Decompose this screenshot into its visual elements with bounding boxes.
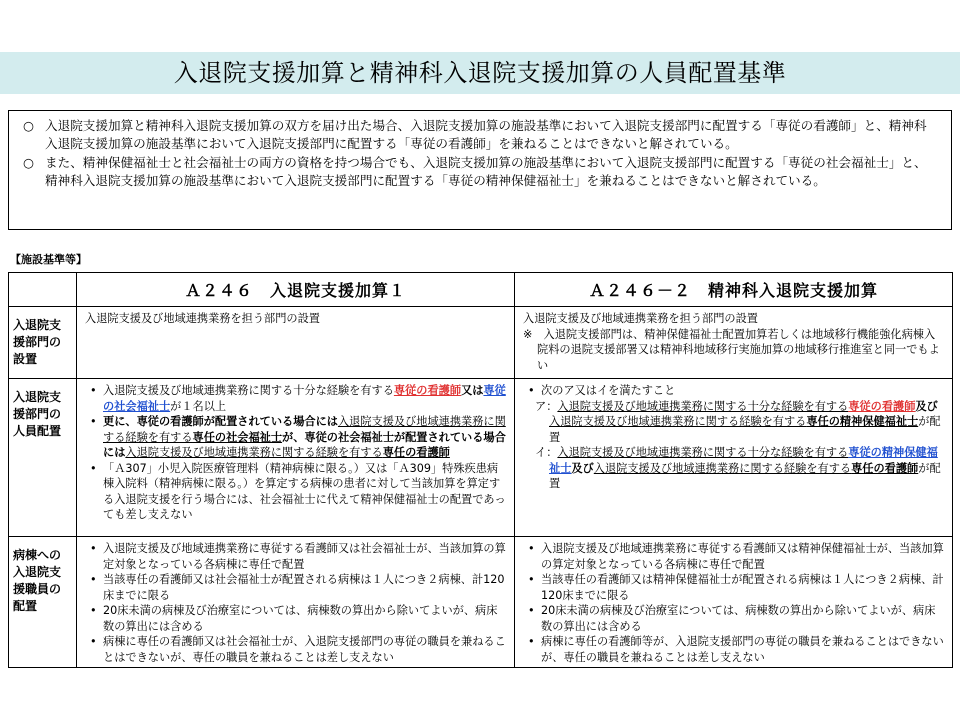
text: 専任の看護師 [851,461,919,475]
list-item: • 20床未満の病棟及び治療室については、病棟数の算出から除いてよいが、病床数の算出には含める [85,603,506,634]
text: 入退院支援及び地域連携業務に関する経験を有する [125,446,383,459]
text: ア： [535,399,558,413]
text: 更に、専従の看護師が配置されている場合には [103,415,338,428]
list-item: • 病棟に専任の看護師等が、入退院支援部門の専従の職員を兼ねることはできないが、専任の職員を兼ねることは差し支えない [523,634,944,665]
corner-cell [9,273,77,307]
note-text: また、精神保健福祉士と社会福祉士の両方の資格を持つ場合でも、入退院支援加算の施設基準において入退院支援部門に配置する「専従の社会福祉士」と、精神科入退院支援加算の施設基準において入退院支援部門に配置する「専従の精神保健福祉士」を兼ねることはできないと解されている。 [45,154,927,188]
cell-ward-a246 [77,537,515,668]
list-item [85,383,506,414]
cell-dept-a246 [77,307,515,379]
text: が、専従の社会福祉士が配置されている場合には [103,430,506,459]
list-item: • 当該専任の看護師又は社会福祉士が配置される病棟は１人につき２病棟、計120床までに限る [85,572,506,603]
list-item [85,414,506,461]
text: が配置 [549,415,941,444]
circle-bullet-icon: ○ [23,118,34,133]
text: 入退院支援及び地域連携業務に関する経験を有する [593,461,852,475]
list-item: • 「Ａ307」小児入院医療管理料（精神病棟に限る。）又は「Ａ309」特殊疾患病棟入院料（精神病棟に限る。）を算定する病棟の患者に対して当該加算を算定する入退院支援を行う場合には、社会福祉士に代えて精神保健福祉士の配置であっても差し支えない [85,461,506,523]
circle-bullet-icon: ○ [23,154,34,170]
text: 入退院支援及び地域連携業務に関する十分な経験を有する [103,384,394,397]
text: 又は [461,384,484,397]
cell-dept-a246-2 [515,307,953,379]
list-item: • 次のア又はイを満たすこと [523,383,944,399]
text: 及び [915,399,938,413]
page-title: 入退院支援加算と精神科入退院支援加算の人員配置基準 [173,59,787,87]
text: 専任の精神保健福祉士 [806,415,919,428]
note-paragraph-2 [23,154,939,191]
row-header-dept: 入退院支援部門の設置 [9,307,77,379]
summary-note-box [8,110,952,230]
list-item: • 病棟に専任の看護師又は社会福祉士が、入退院支援部門の専従の職員を兼ねることはできないが、専任の職員を兼ねることは差し支えない [85,634,506,665]
row-header-staffing: 入退院支援部門の人員配置 [9,379,77,537]
cell-text: 入退院支援及び地域連携業務を担う部門の設置 [85,312,320,325]
row-header-ward-staff: 病棟への入退院支援職員の配置 [9,537,77,668]
text: 入退院支援及び地域連携業務に関する十分な経験を有する [557,399,849,413]
text: 専任の社会福祉士 [192,430,283,444]
text: 入退院支援及び地域連携業務に関する経験を有する [549,415,807,428]
text: 及び [571,461,594,475]
col-header-a246: Ａ２４６ 入退院支援加算１ [77,273,515,307]
text: 入退院支援及び地域連携業務に関する十分な経験を有する [557,446,849,459]
cell-text: 入退院支援及び地域連携業務を担う部門の設置 [523,312,758,325]
text: 入退院支援及び地域連携業務に関する経験を有する [103,415,506,444]
text: が配置 [549,461,941,490]
highlight-red: 専従の看護師 [393,384,462,397]
table-header-row [9,273,953,307]
cell-note: ※ 入退院支援部門は、精神保健福祉士配置加算若しくは地域移行機能強化病棟入院料の退院支援部署又は精神科地域移行実施加算の地域移行推進室と同一でもよい [523,327,940,372]
criteria-table [8,272,953,668]
cell-ward-a246-2 [515,537,953,668]
option-i [523,445,944,492]
note-paragraph-1 [23,117,939,154]
list-item: • 当該専任の看護師又は精神保健福祉士が配置される病棟は１人につき２病棟、計120床までに限る [523,572,944,603]
option-a [523,399,944,446]
table-row [9,537,953,668]
list-item: • 20床未満の病棟及び治療室については、病棟数の算出から除いてよいが、病床数の算出には含める [523,603,944,634]
cell-staffing-a246 [77,379,515,537]
highlight-blue: 専従の精神保健福祉士 [549,446,938,475]
list-item: • 入退院支援及び地域連携業務に専従する看護師又は社会福祉士が、当該加算の算定対象となっている各病棟に専任で配置 [85,541,506,572]
table-row [9,307,953,379]
highlight-blue: 専従の社会福祉士 [103,384,506,413]
table-row [9,379,953,537]
text: が１名以上 [170,399,227,413]
col-header-a246-2: Ａ２４６－２ 精神科入退院支援加算 [515,273,953,307]
note-text: 入退院支援加算と精神科入退院支援加算の双方を届け出た場合、入退院支援加算の施設基準において入退院支援部門に配置する「専従の看護師」と、精神科入退院支援加算の施設基準において入退院支援部門に配置する「専従の看護師」を兼ねることはできないと解されている。 [45,118,927,152]
text: 専任の看護師 [382,446,450,459]
text: イ： [535,446,558,459]
cell-staffing-a246-2 [515,379,953,537]
section-label: 【施設基準等】 [10,253,87,266]
highlight-red: 専従の看護師 [848,399,916,413]
list-item: • 入退院支援及び地域連携業務に専従する看護師又は精神保健福祉士が、当該加算の算定対象となっている各病棟に専任で配置 [523,541,944,572]
